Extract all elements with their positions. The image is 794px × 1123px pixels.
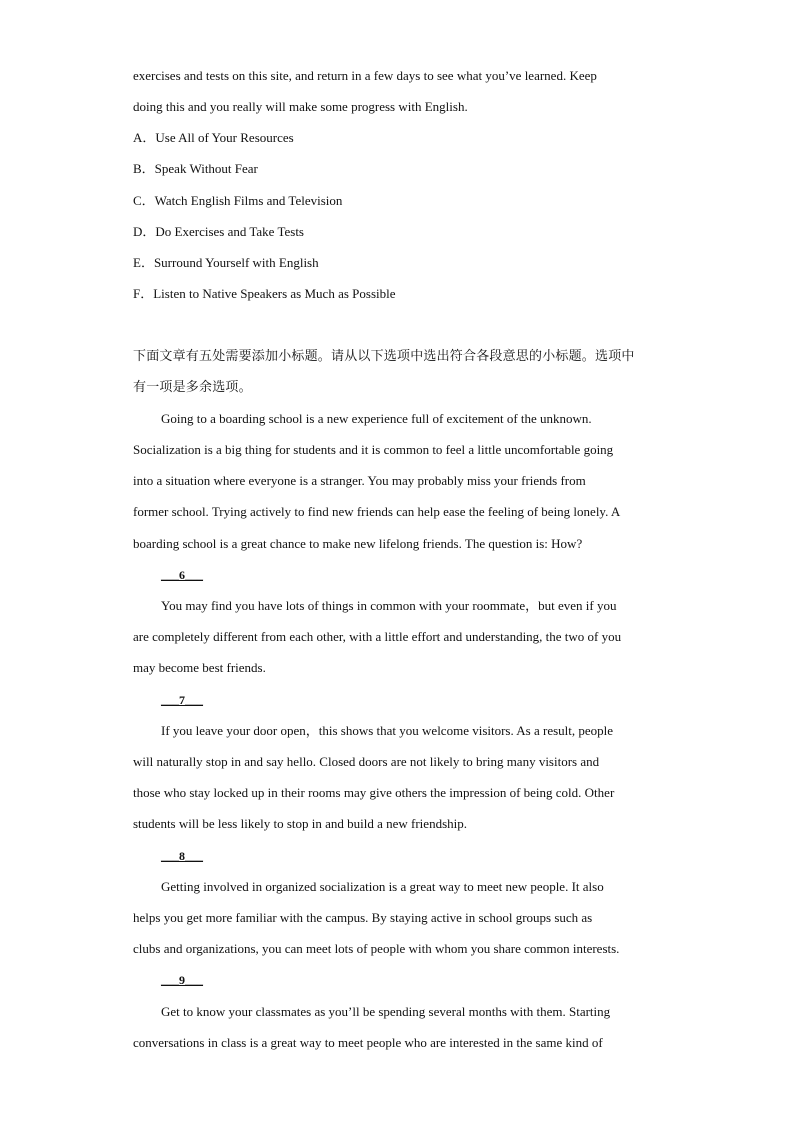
option-c: C．Watch English Films and Television [133,193,343,208]
instruction-line: 下面文章有五处需要添加小标题。请从以下选项中选出符合各段意思的小标题。选项中 [133,349,635,364]
blank-7 [161,691,701,709]
paragraph-line: Going to a boarding school is a new experience full of excitement of the unknown. [161,411,592,426]
paragraph-line: Get to know your classmates as you’ll be spending several months with them. Starting [161,1004,611,1019]
paragraph-line: helps you get more familiar with the campus. By staying active in school groups such as [133,910,593,925]
blank-6 [161,566,701,584]
option-a: A．Use All of Your Resources [133,130,294,145]
paragraph-line: Socialization is a big thing for students and it is common to feel a little uncomfortable going [133,442,614,457]
paragraph-line: You may find you have lots of things in common with your roommate，but even if you [161,598,617,613]
paragraph-line: conversations in class is a great way to meet people who are interested in the same kind of [133,1035,603,1050]
option-e: E．Surround Yourself with English [133,255,319,270]
option-b: B．Speak Without Fear [133,161,258,176]
paragraph-line: those who stay locked up in their rooms may give others the impression of being cold. Other [133,785,615,800]
paragraph-line: boarding school is a great chance to make new lifelong friends. The question is: How? [133,536,583,551]
passage-line: exercises and tests on this site, and return in a few days to see what you’ve learned. Keep [133,68,597,83]
blank-6-label: ___6___ [161,568,203,582]
option-d: D．Do Exercises and Take Tests [133,224,304,239]
paragraph-line: may become best friends. [133,660,266,675]
blank-8 [161,847,701,865]
blank-8-label: ___8___ [161,849,203,863]
paragraph-line: clubs and organizations, you can meet lots of people with whom you share common interests. [133,941,620,956]
paragraph-line: If you leave your door open，this shows that you welcome visitors. As a result, people [161,723,614,738]
instruction-line: 有一项是多余选项。 [133,380,252,395]
paragraph-line: Getting involved in organized socialization is a great way to meet new people. It also [161,879,604,894]
paragraph-line: will naturally stop in and say hello. Closed doors are not likely to bring many visitors and [133,754,600,769]
blank-7-label: ___7___ [161,693,203,707]
paragraph-line: former school. Trying actively to find new friends can help ease the feeling of being lonely. A [133,504,621,519]
paragraph-line: are completely different from each other, with a little effort and understanding, the two of you [133,629,622,644]
paragraph-line: students will be less likely to stop in and build a new friendship. [133,816,467,831]
passage-line: doing this and you really will make some progress with English. [133,99,468,114]
paragraph-line: into a situation where everyone is a stranger. You may probably miss your friends from [133,473,586,488]
blank-9-label: ___9___ [161,973,203,987]
option-f: F．Listen to Native Speakers as Much as Possible [133,286,396,301]
blank-9 [161,971,701,989]
